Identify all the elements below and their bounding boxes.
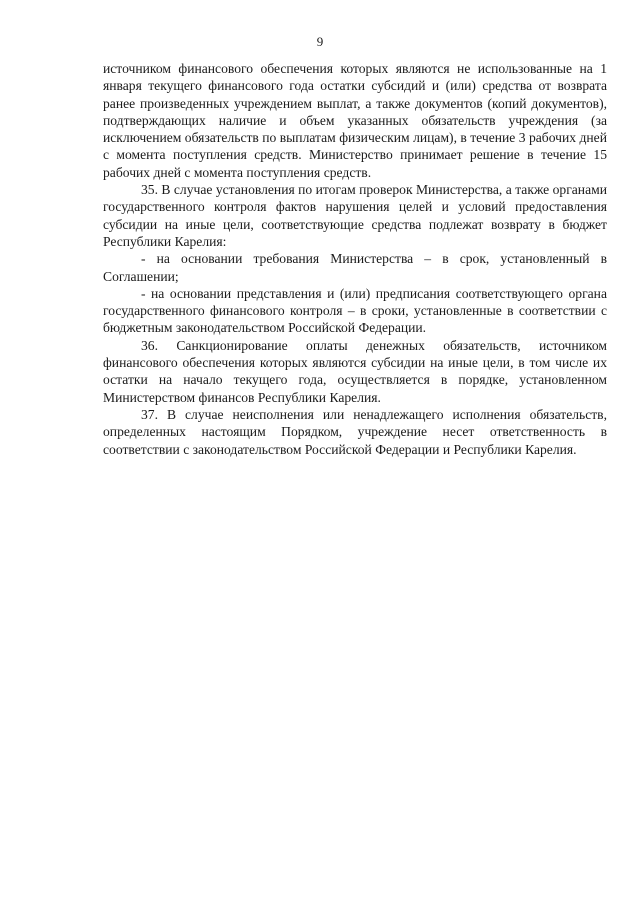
paragraph-35-item-1: - на основании требования Министерства – в срок, установленный в Соглашении;	[103, 251, 607, 284]
paragraph-35-item-2: - на основании представления и (или) предписания соответствующего органа государственного финансового контроля – в сроки, установленные в соответствии с бюджетным законодательством Российской Федерации.	[103, 285, 607, 336]
paragraph-35: 35. В случае установления по итогам проверок Министерства, а также органами государственного контроля фактов нарушения целей и условий предоставления субсидии на иные цели, соответствующие средства подлежат возврату в бюджет Республики Карелия:	[103, 182, 607, 249]
paragraph-36: 36. Санкционирование оплаты денежных обязательств, источником финансового обеспечения которых являются субсидии на иные цели, в том числе их остатки на начало текущего года, осуществляется в порядке, установленном Министерством финансов Республики Карелия.	[103, 337, 607, 405]
paragraph-continuation: источником финансового обеспечения которых являются не использованные на 1 января текущего финансового года остатки субсидий и (или) средства от возврата ранее произведенных учреждением выплат, а также документов (копий документов), подтверждающих наличие и объем указанных обязательств учреждения (за исключением обязательств по выплатам физическим лицам), в течение 3 рабочих дней с момента поступления средств. Министерство принимает решение в течение 15 рабочих дней с момента поступления средств.	[103, 61, 607, 180]
page-number: 9	[316, 34, 324, 49]
document-body	[103, 60, 607, 458]
paragraph-37: 37. В случае неисполнения или ненадлежащего исполнения обязательств, определенных настоящим Порядком, учреждение несет ответственность в соответствии с законодательством Российской Федерации и Республики Карелия.	[103, 406, 607, 457]
